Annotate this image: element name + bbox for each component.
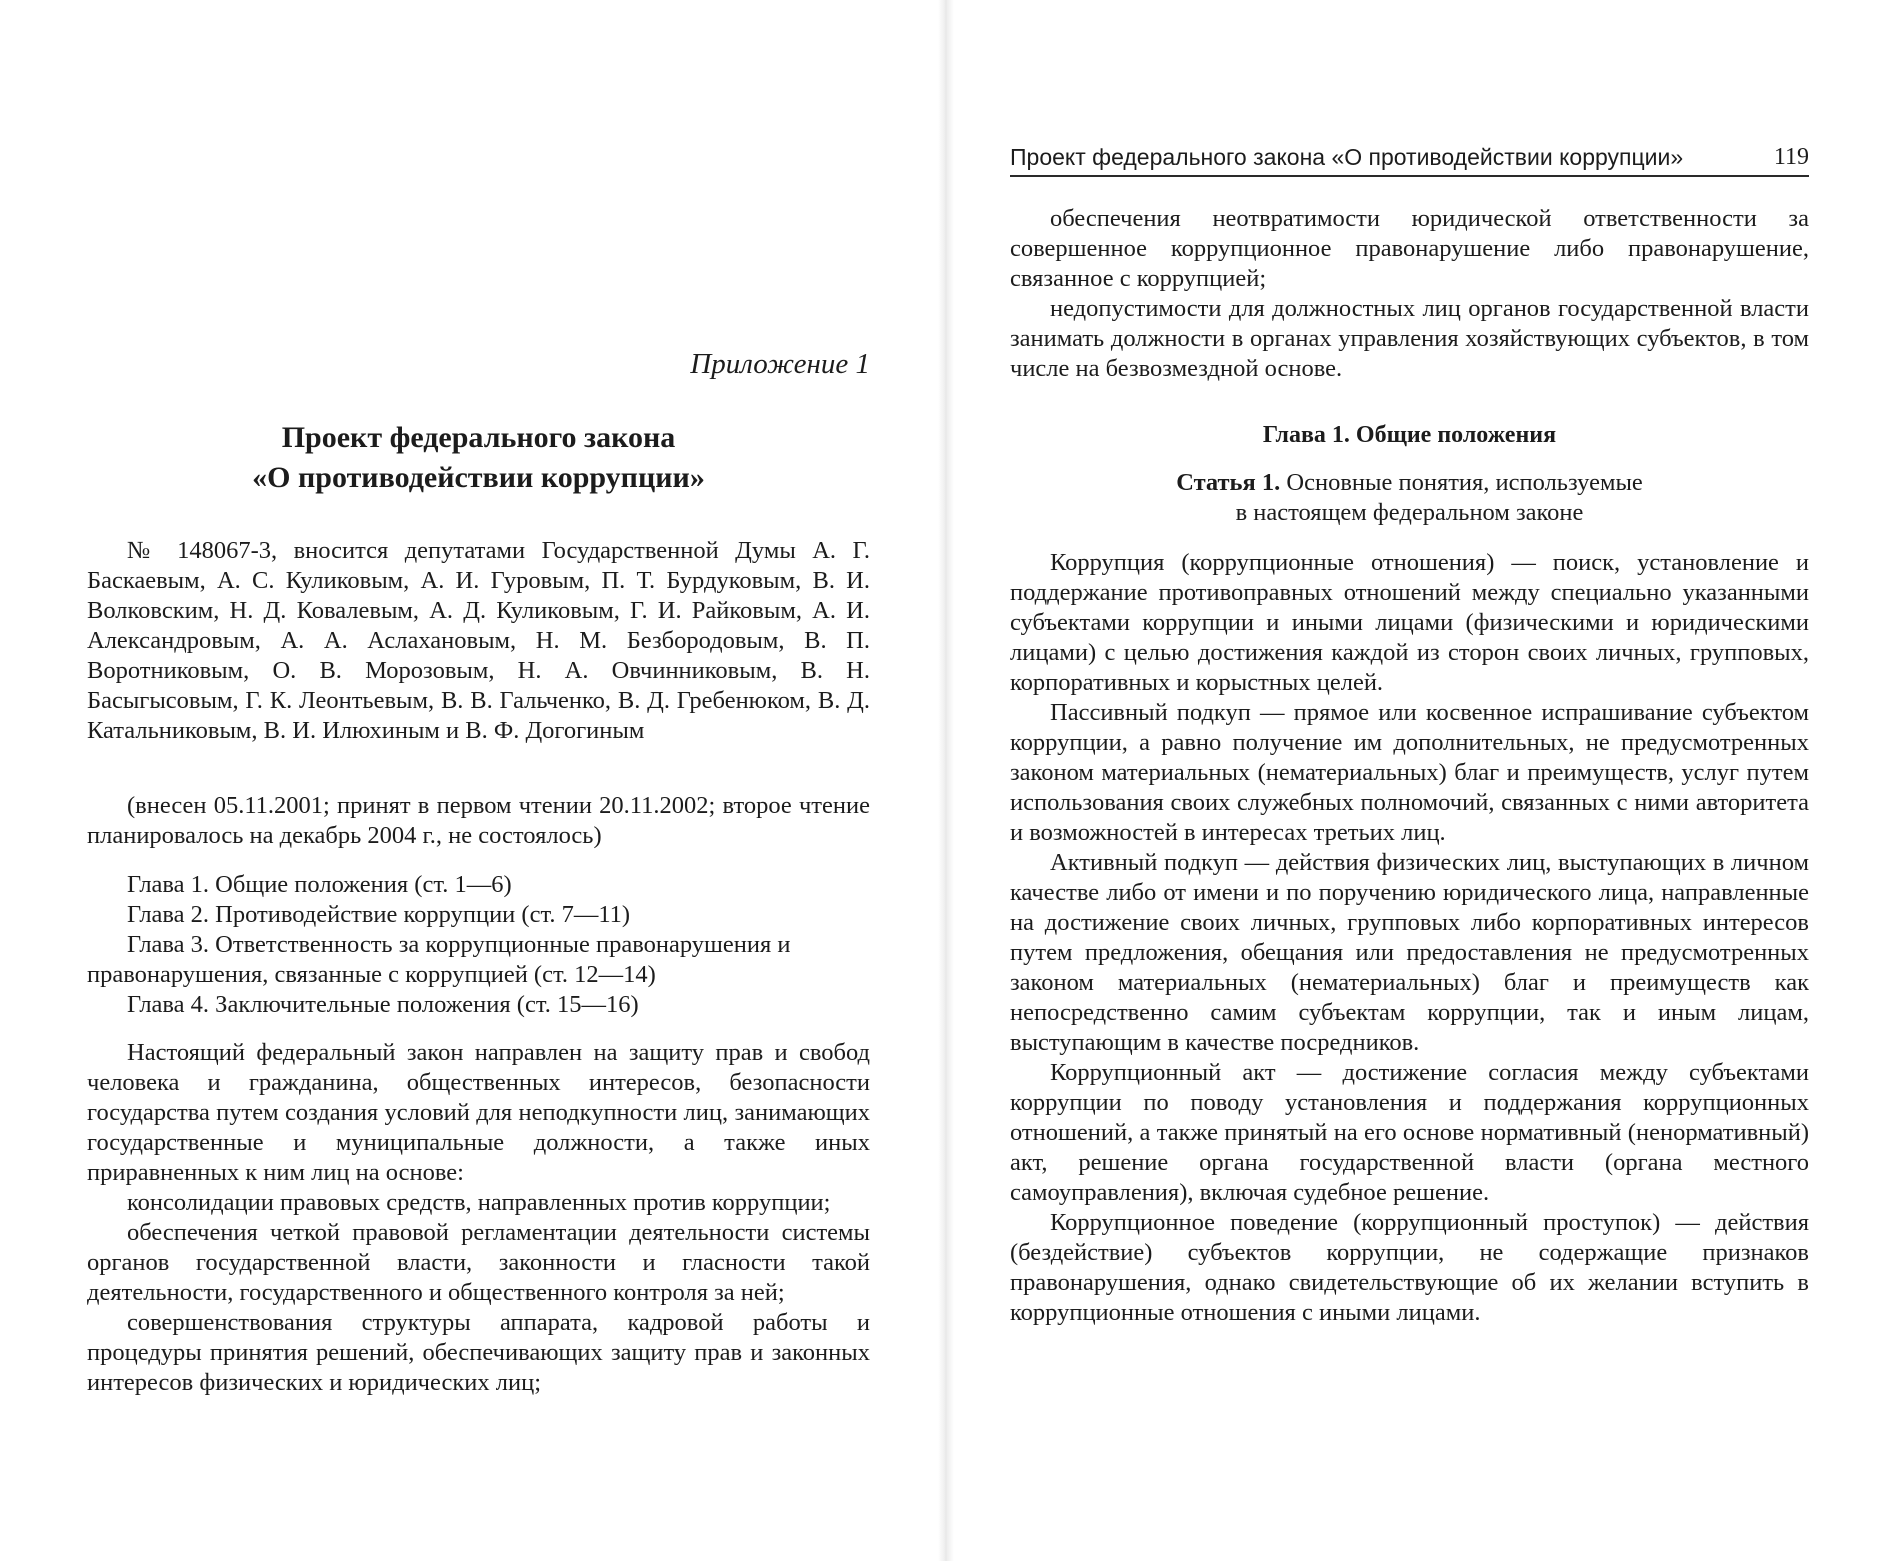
definition-paragraph: Коррупция (коррупционные отношения) — поиск, установление и поддержание противоправных отношений между специально указанными субъектами коррупции и иными лицами (физическими и юридическими лицами) с целью достижения каждой из сторон своих личных, групповых, корпоративных и корыстных целей. (1010, 549, 1809, 696)
left-page (0, 0, 945, 1561)
article-title-part-2: в настоящем федеральном законе (1235, 499, 1584, 526)
definitions (1010, 548, 1809, 1328)
toc-item: Глава 1. Общие положения (ст. 1—6) (127, 871, 512, 898)
definition-paragraph: Коррупционный акт — достижение согласия между субъектами коррупции по поводу установления и поддержания коррупционных отношений, а также принятый на его основе нормативный (ненормативный) акт, решение органа государственной власти (органа местного самоуправления), включая судебное решение. (1010, 1059, 1809, 1206)
preamble-paragraph: недопустимости для должностных лиц органов государственной власти занимать должности в органах управления хозяйствующих субъектов, в том числе на безвозмездной основе. (1010, 295, 1809, 382)
definition-paragraph: Пассивный подкуп — прямое или косвенное испрашивание субъектом коррупции, а равно получение им дополнительных, не предусмотренных законом материальных (нематериальных) благ и преимуществ, услуг путем использования своих служебных полномочий, связанных с ними авторитета и возможностей в интересах третьих лиц. (1010, 699, 1809, 846)
preamble-paragraph: Настоящий федеральный закон направлен на защиту прав и свобод человека и гражданина, общественных интересов, безопасности государства путем создания условий для неподкупности лиц, занимающих государственные и муниципальные должности, а также иных приравненных к ним лиц на основе: (87, 1039, 870, 1186)
document-title-line-1: Проект федерального закона (281, 421, 676, 454)
page-number: 119 (1773, 144, 1809, 170)
definition-paragraph: Коррупционное поведение (коррупционный проступок) — действия (бездействие) субъектов коррупции, не содержащие признаков правонарушения, однако свидетельствующие об их желании вступить в коррупционные отношения с иными лицами. (1010, 1209, 1809, 1326)
article-number: Статья 1. (1176, 469, 1281, 496)
preamble-continuation (1010, 204, 1809, 384)
preamble-paragraph: совершенствования структуры аппарата, кадровой работы и процедуры принятия решений, обеспечивающих защиту прав и законных интересов физических и юридических лиц; (87, 1309, 870, 1396)
table-of-contents (87, 870, 870, 1020)
article-title-part-1: Основные понятия, используемые (1286, 469, 1643, 496)
preamble-paragraph: консолидации правовых средств, направленных против коррупции; (127, 1189, 831, 1216)
toc-item: Глава 4. Заключительные положения (ст. 15—16) (127, 991, 639, 1018)
definition-paragraph: Активный подкуп — действия физических лиц, выступающих в личном качестве либо от имени и по поручению юридического лица, направленные на достижение своих личных, групповых либо корпоративных интересов путем предложения, обещания или предоставления не предусмотренных законом материальных (нематериальных) благ и преимуществ как непосредственно самим субъектам коррупции, так и иным лицам, выступающим в качестве посредников. (1010, 849, 1809, 1056)
running-head (1010, 142, 1809, 177)
chapter-heading: Глава 1. Общие положения (1262, 422, 1557, 448)
bill-introduction (87, 536, 870, 746)
bill-history-paragraph: (внесен 05.11.2001; принят в первом чтении 20.11.2002; второе чтение планировалось на декабрь 2004 г., не состоялось) (87, 792, 870, 849)
toc-item: Глава 2. Противодействие коррупции (ст. 7—11) (127, 901, 631, 928)
article-heading (1010, 468, 1809, 528)
preamble-paragraph: обеспечения четкой правовой регламентации деятельности системы органов государственной власти, законности и гласности такой деятельности, государственного и общественного контроля за ней; (87, 1219, 870, 1306)
running-head-title: Проект федерального закона «О противодействии коррупции» (1010, 144, 1684, 170)
bill-sponsors-paragraph: № 148067-3, вносится депутатами Государственной Думы А. Г. Баскаевым, А. С. Куликовым, А. И. Гуровым, П. Т. Бурдуковым, В. И. Волковским, Н. Д. Ковалевым, А. Д. Куликовым, Г. И. Райковым, А. И. Александровым, А. А. Аслахановым, Н. М. Безбородовым, В. П. Воротниковым, О. В. Морозовым, Н. А. Овчинниковым, В. Н. Басыгысовым, Г. К. Леонтьевым, В. В. Гальченко, В. Д. Гребенюком, В. Д. Катальниковым, В. И. Илюхиным и В. Ф. Догогиным (87, 537, 870, 744)
preamble-paragraph: обеспечения неотвратимости юридической ответственности за совершенное коррупционное правонарушение либо правонарушение, связанное с коррупцией; (1010, 205, 1809, 292)
toc-item: Глава 3. Ответственность за коррупционные правонарушения и правонарушения, связанные с коррупцией (ст. 12—14) (87, 931, 791, 988)
appendix-label: Приложение 1 (690, 348, 870, 380)
document-title (87, 418, 870, 498)
bill-history (87, 791, 870, 851)
document-title-line-2: «О противодействии коррупции» (252, 461, 705, 494)
preamble (87, 1038, 870, 1398)
